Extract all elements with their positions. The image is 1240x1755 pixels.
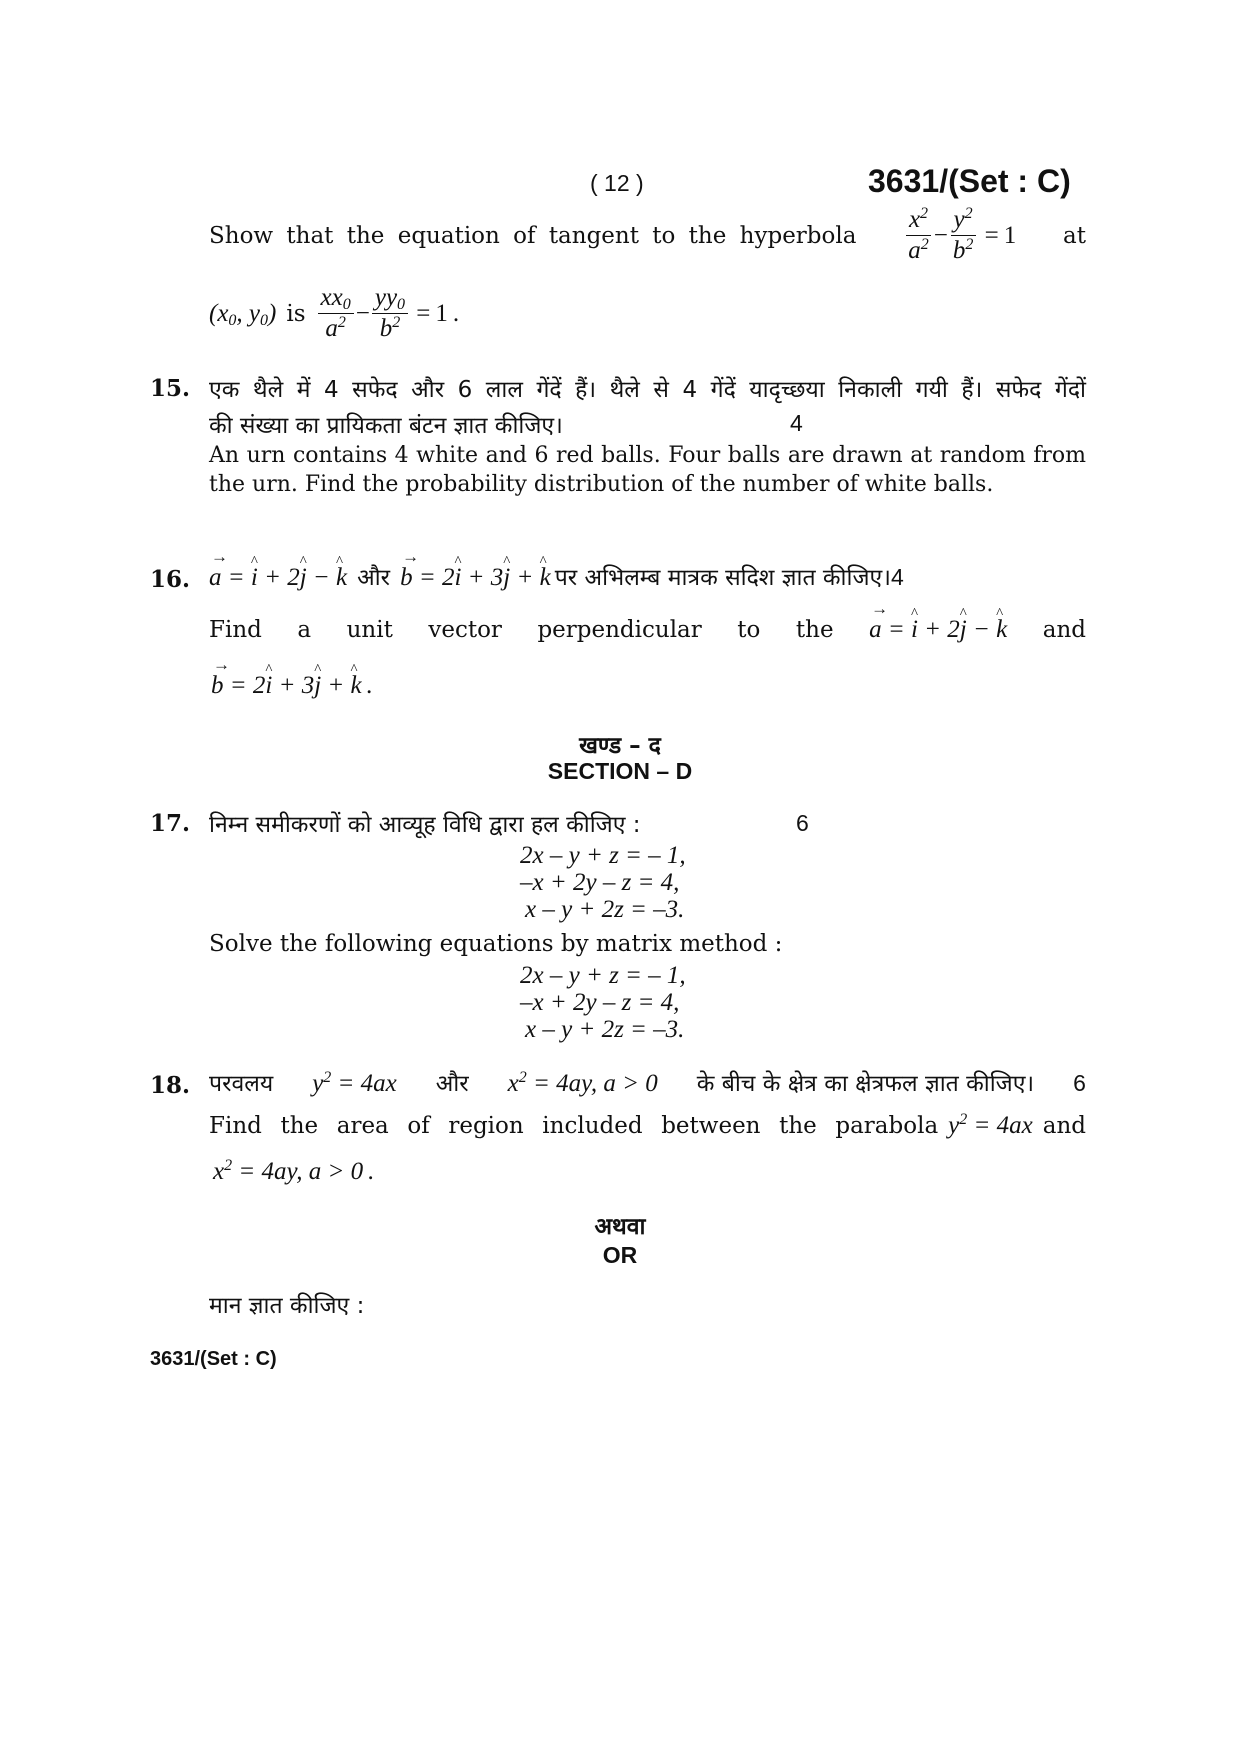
equation-1: 2x – y + z = – 1, [520,962,686,989]
q18-english-and: and [1042,1113,1086,1139]
q14-is-text: is [286,300,306,327]
q16-marks: 4 [890,564,904,590]
q14-intro-text: Show that the equation of tangent to the hyperbola [209,222,857,249]
q16-word: perpendicular [537,617,702,643]
equation-1: 2x – y + z = – 1, [520,842,686,869]
q16-english-line1 [209,616,1086,644]
q18-marks: 6 [1073,1070,1086,1096]
q18-or-hindi: मान ज्ञात कीजिए : [209,1293,365,1319]
q16-hindi-line [209,560,904,592]
q16-english-and: and [1042,617,1086,643]
q15-hindi-line2: की संख्या का प्रायिकता बंटन ज्ञात कीजिए। [209,413,563,439]
parabola-1-english: $y^2 = 4ax$ [948,1111,1033,1139]
tangent-equation: $\frac{xx_0}{a^2}$ − $\frac{yy_0}{b^2}$ = 1 . [316,283,460,344]
q14-or-line1 [209,205,1086,266]
point-x0-y0: ($x_0$, $y_0$) [209,299,277,329]
q16-word: vector [428,617,502,643]
q15-marks: 4 [790,410,803,436]
q15-english: An urn contains 4 white and 6 red balls. Four balls are drawn at random from the urn. Find the probability distribution of the number of white balls. [209,443,1086,497]
q17-equations-english [520,962,686,1043]
question-number-17: 17. [150,810,191,837]
vector-a-definition: → a = ^ i + 2^ j − ^ k [209,564,347,592]
hyperbola-equation: $\frac{x^2}{a^2}$ − $\frac{y^2}{b^2}$ = 1 [903,205,1016,266]
q18-hindi-start: परवलय [209,1071,274,1097]
equation-2: –x + 2y – z = 4, [520,869,680,896]
section-d-hindi: खण्ड – द [579,733,661,759]
parabola-2-english: $x^2 = 4ay$, a > 0 . [213,1157,375,1185]
section-d-heading: SECTION – D [547,758,693,784]
q16-word: unit [346,617,393,643]
or-hindi: अथवा [594,1214,646,1240]
q18-hindi-rest: के बीच के क्षेत्र का क्षेत्रफल ज्ञात कीजिए। [696,1071,1035,1097]
q14-or-line2 [209,283,459,344]
q17-english: Solve the following equations by matrix method : [209,931,783,957]
paper-code-header: 3631/(Set : C) [868,163,1071,199]
q15-hindi-line1: एक थैले में 4 सफेद और 6 लाल गेंदें हैं। थैले से 4 गेंदें यादृच्छया निकाली गयी हैं। सफेद गेंदों [209,377,1086,403]
equation-3: x – y + 2z = –3. [525,1016,685,1043]
q16-hindi-rest: पर अभिलम्ब मात्रक सदिश ज्ञात कीजिए। [554,565,891,591]
paper-code-footer: 3631/(Set : C) [150,1348,277,1370]
q16-hindi-and: और [357,565,391,591]
page-number: ( 12 ) [590,170,644,196]
parabola-1: $y^2 = 4ax$ [312,1069,397,1097]
question-number-18: 18. [150,1072,191,1099]
q16-word: a [297,617,312,643]
q16-word: the [795,617,834,643]
equation-3: x – y + 2z = –3. [525,896,685,923]
q16-word: Find [209,617,262,643]
or-heading: OR [602,1242,638,1268]
q14-at-text: at [1063,222,1086,249]
equation-2: –x + 2y – z = 4, [520,989,680,1016]
q17-hindi: निम्न समीकरणों को आव्यूह विधि द्वारा हल कीजिए : [209,812,641,838]
vector-b-english: → b = 2^ i + 3^ j + ^ k . [211,672,373,700]
parabola-2-condition: $x^2 = 4ay$, a > 0 [507,1069,658,1097]
q17-marks: 6 [796,810,809,836]
q18-english-line1 [209,1112,1086,1140]
q18-english: Find the area of region included between the parabola [209,1113,939,1139]
q18-hindi-and: और [435,1071,469,1097]
q16-word: to [737,617,761,643]
vector-b-definition: → b = 2^ i + 3^ j + ^ k [400,564,551,592]
question-number-15: 15. [150,375,191,402]
q17-equations-hindi [520,842,686,923]
question-number-16: 16. [150,566,191,593]
q18-hindi-line [209,1066,1086,1098]
vector-a-english: → a = ^ i + 2^ j − ^ k [869,616,1007,644]
